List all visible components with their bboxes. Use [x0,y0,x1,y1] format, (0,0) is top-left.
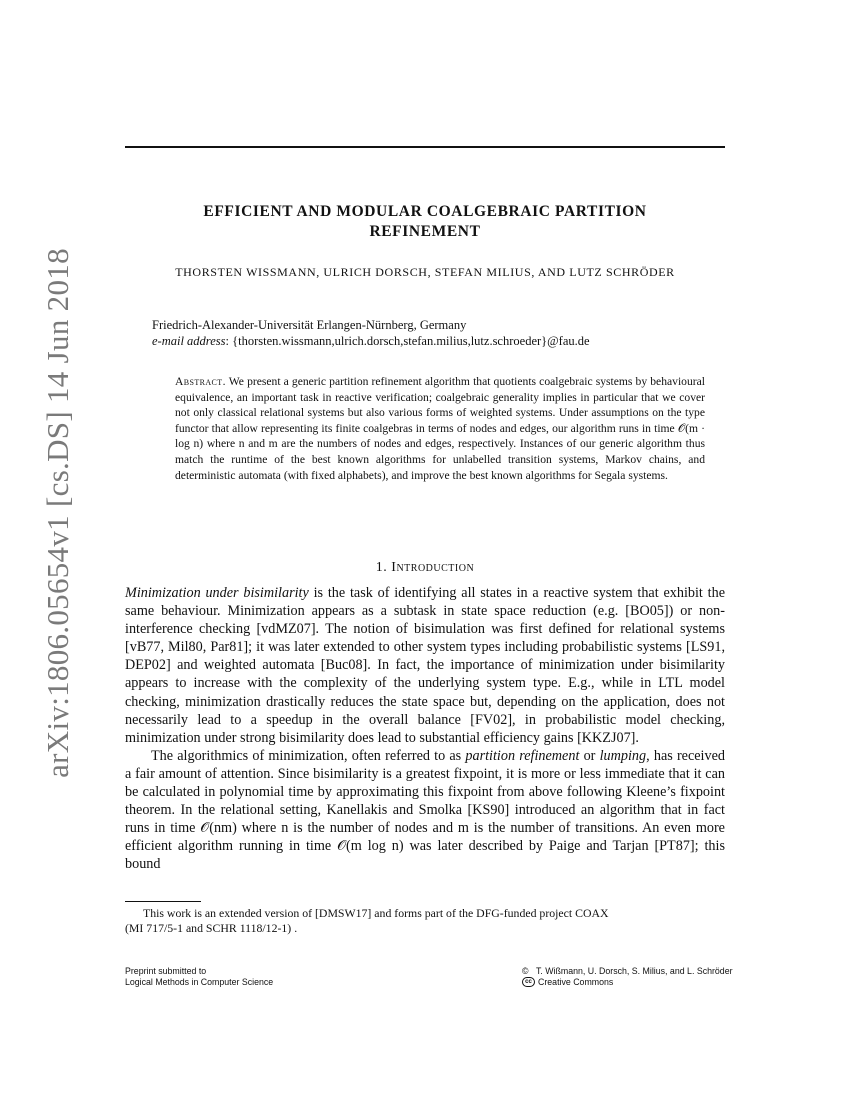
paragraph-2 [125,747,725,874]
email-line [152,333,712,349]
introduction-body [125,584,725,874]
creative-commons-icon: cc [522,977,535,987]
abstract-label: Abstract. [175,375,226,388]
author-list: THORSTEN WISSMANN, ULRICH DORSCH, STEFAN MILIUS, AND LUTZ SCHRÖDER [175,265,675,279]
abstract-text: We present a generic partition refinement algorithm that quotients coalgebraic systems by behavioural equivalence, an important task in reactive verification; coalgebraic generality implies in particular that we cover not only classical relational systems but also various forms of weighted systems. Under assumptions on the type functor that allow representing its finite coalgebras in terms of nodes and edges, our algorithm runs in time 𝒪(m · log n) where n and m are the numbers of nodes and edges, respectively. Instances of our generic algorithm thus match the runtime of the best known algorithms for unlabelled transition systems, Markov chains, and deterministic automata (with fixed alphabets), and improve the best known algorithms for Segala systems. [175,375,705,482]
paragraph-1-text: is the task of identifying all states in a reactive system that exhibit the same behaviour. Minimization appears as a subtask in state space reduction (e.g. [BO05]) or non-interference checking [vdMZ07]. The notion of bisimulation was first defined for relational systems [vB77, Mil80, Par81]; it was later extended to other system types including probabilistic systems [LS91, DEP02] and weighted automata [Buc08]. In fact, the importance of minimization under bisimilarity appears to increase with the complexity of the underlying system type. E.g., while in LTL model checking, minimization drastically reduces the state space but, depending on the application, does not necessarily lead to a speedup in the overall balance [FV02], in probabilistic model checking, minimization under strong bisimilarity does lead to substantial efficiency gains [KKZJ07]. [125,585,725,746]
paragraph-2-text-b: or [579,747,600,764]
paragraph-2-emphasis-2: lumping [599,747,647,764]
copyright-holders: T. Wißmann, U. Dorsch, S. Milius, and L. Schröder [536,966,733,976]
paragraph-2-emphasis-1: partition refinement [465,747,580,764]
paper-title [160,202,690,242]
preprint-line-1: Preprint submitted to [125,966,207,976]
email-label: e-mail address [152,334,226,348]
section-number: 1. [375,560,388,575]
copyright-row [522,966,733,977]
arxiv-identifier-stamp: arXiv:1806.05654v1 [cs.DS] 14 Jun 2018 [40,248,75,778]
preprint-line-2: Logical Methods in Computer Science [125,976,274,987]
footnote-line-1: This work is an extended version of [DMSW17] and forms part of the DFG-funded project COAX [143,906,609,920]
abstract [175,374,705,483]
paragraph-1-emphasis: Minimization under bisimilarity [125,585,309,601]
license-text: Creative Commons [538,976,614,987]
title-line-1: EFFICIENT AND MODULAR COALGEBRAIC PARTITION [203,203,647,220]
section-heading-introduction [125,560,725,576]
header-rule [125,146,725,148]
footnote [125,906,725,936]
email-addresses: : {thorsten.wissmann,ulrich.dorsch,stefan.milius,lutz.schroeder}@fau.de [225,334,590,348]
preprint-notice [125,966,273,987]
copyright-icon: © [522,966,529,976]
paragraph-2-text-c: , has received a fair amount of attention. Since bisimilarity is a greatest fixpoint, it is more or less immediate that it can be calculated in polynomial time by approximating this fixpoint from above following Kleene’s fixpoint theorem. In the relational setting, Kanellakis and Smolka [KS90] introduced an algorithm that in fact runs in time 𝒪(nm) where n is the number of nodes and m is the number of transitions. An even more efficient algorithm running in time 𝒪(m log n) was later described by Paige and Tarjan [PT87]; this bound [125,747,725,873]
paragraph-2-text-a: The algorithmics of minimization, often referred to as [151,747,466,764]
affiliation-block [152,317,712,349]
footnote-line-2: (MI 717/5-1 and SCHR 1118/12-1) . [125,921,298,935]
affiliation: Friedrich-Alexander-Universität Erlangen-Nürnberg, Germany [152,318,467,332]
section-title: Introduction [391,560,475,575]
footnote-rule [125,901,201,902]
title-line-2: REFINEMENT [369,223,481,240]
paragraph-1 [125,584,725,747]
license-row [522,977,733,988]
copyright-notice [522,966,733,987]
